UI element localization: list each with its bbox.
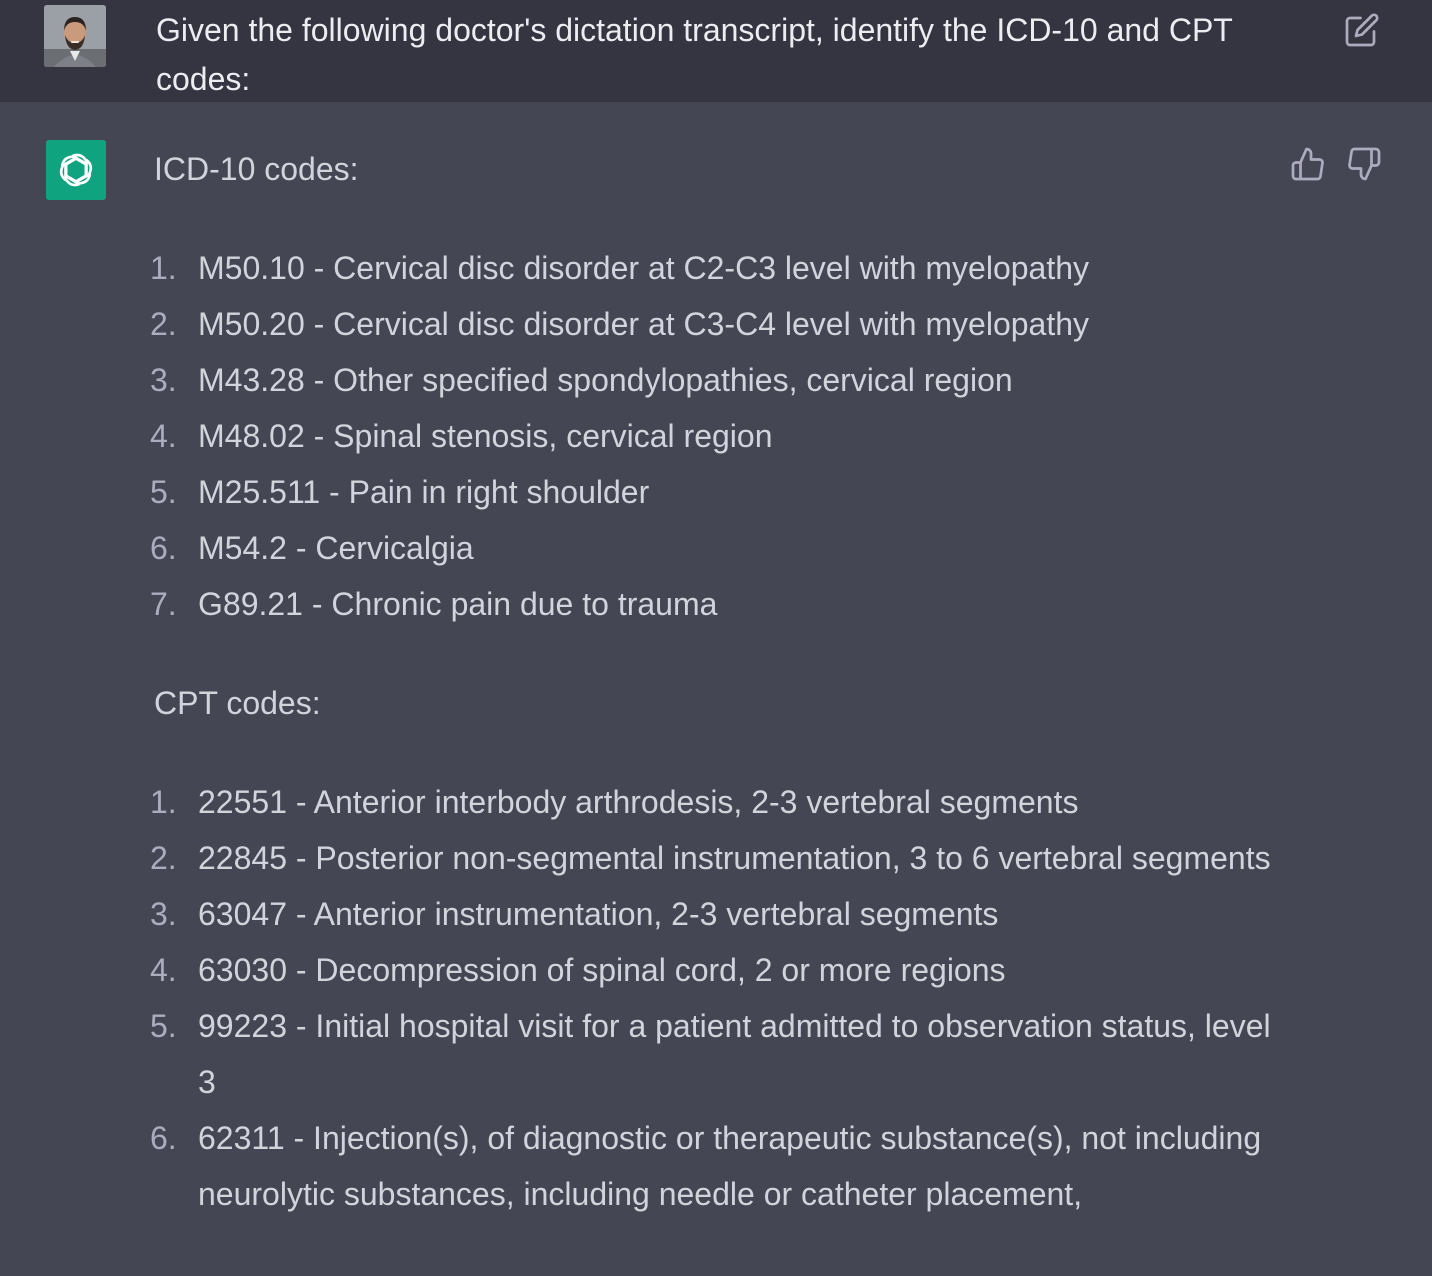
list-item [150,998,1274,1110]
list-number: 4. [150,418,177,454]
list-number: 4. [150,952,177,988]
list-item-text: M25.511 - Pain in right shoulder [198,474,650,510]
cpt-code-list [150,774,1274,1222]
list-item [150,408,1274,464]
list-item-text: 99223 - Initial hospital visit for a patient admitted to observation status, level 3 [198,1008,1271,1100]
icd-code-list [150,240,1274,632]
thumbs-up-icon[interactable] [1290,146,1326,182]
list-item-text: M43.28 - Other specified spondylopathies, cervical region [198,362,1013,398]
list-item [150,886,1274,942]
list-item [150,774,1274,830]
icd-heading: ICD-10 codes: [154,151,359,187]
list-item [150,942,1274,998]
list-number: 5. [150,474,177,510]
list-item [150,576,1274,632]
list-number: 2. [150,840,177,876]
list-item [150,830,1274,886]
assistant-message-content [150,144,1274,1222]
user-message-row [0,0,1432,102]
list-item [150,520,1274,576]
list-number: 3. [150,896,177,932]
list-number: 6. [150,530,177,566]
list-item-text: 62311 - Injection(s), of diagnostic or therapeutic substance(s), not including neurolytic substances, including needle or catheter placement, [198,1120,1262,1212]
list-item-text: M54.2 - Cervicalgia [198,530,474,566]
list-item [150,464,1274,520]
assistant-message-row [0,102,1432,1276]
list-number: 2. [150,306,177,342]
list-number: 6. [150,1120,177,1156]
openai-logo-icon [46,140,106,200]
list-number: 7. [150,586,177,622]
list-number: 5. [150,1008,177,1044]
list-item-text: 63030 - Decompression of spinal cord, 2 or more regions [198,952,1006,988]
edit-icon[interactable] [1344,12,1380,48]
list-number: 1. [150,250,177,286]
list-item [150,1110,1274,1222]
list-item [150,240,1274,296]
cpt-heading: CPT codes: [154,685,321,721]
list-item [150,352,1274,408]
list-item-text: 22845 - Posterior non-segmental instrumentation, 3 to 6 vertebral segments [198,840,1271,876]
list-item-text: G89.21 - Chronic pain due to trauma [198,586,718,622]
list-item-text: M48.02 - Spinal stenosis, cervical region [198,418,773,454]
user-message-text: Given the following doctor's dictation transcript, identify the ICD-10 and CPT codes: [156,12,1233,97]
list-item-text: 63047 - Anterior instrumentation, 2-3 vertebral segments [198,896,999,932]
list-item-text: 22551 - Anterior interbody arthrodesis, 2-3 vertebral segments [198,784,1079,820]
user-avatar [44,5,106,67]
list-number: 3. [150,362,177,398]
list-item-text: M50.20 - Cervical disc disorder at C3-C4 level with myelopathy [198,306,1090,342]
list-item [150,296,1274,352]
thumbs-down-icon[interactable] [1346,146,1382,182]
list-number: 1. [150,784,177,820]
list-item-text: M50.10 - Cervical disc disorder at C2-C3 level with myelopathy [198,250,1090,286]
